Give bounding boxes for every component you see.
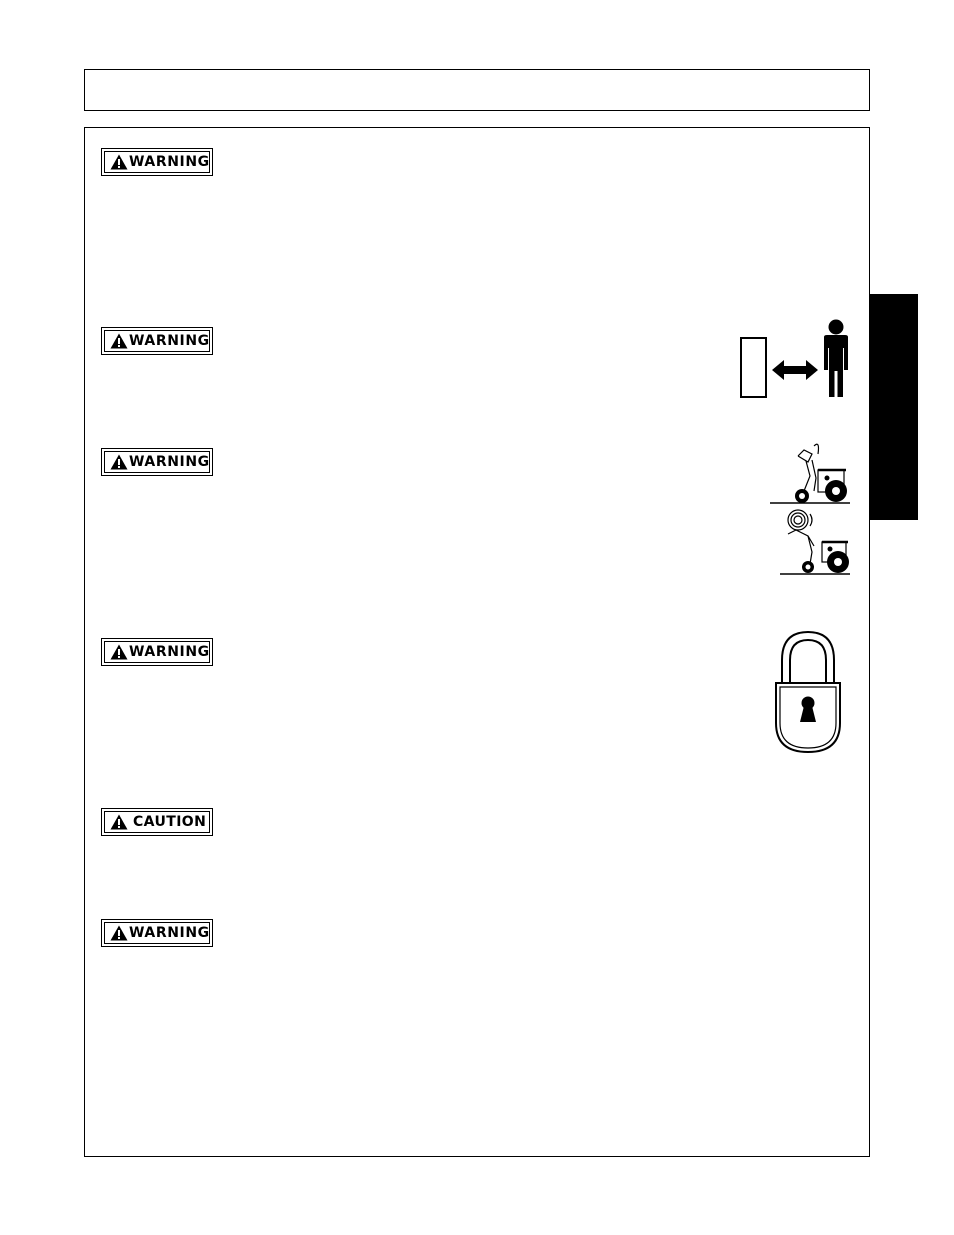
warning-signal-3 <box>101 448 213 476</box>
padlock-icon <box>772 628 844 756</box>
signal-word: WARNING <box>129 925 210 941</box>
warning-triangle-icon <box>110 154 128 170</box>
caution-triangle-icon <box>110 814 128 830</box>
signal-word: WARNING <box>129 154 210 170</box>
warning-signal-1 <box>101 148 213 176</box>
warning-signal-4 <box>101 638 213 666</box>
warning-signal-2 <box>101 327 213 355</box>
page-header-box <box>84 69 870 111</box>
warning-triangle-icon <box>110 454 128 470</box>
signal-word: WARNING <box>129 644 210 660</box>
caution-signal-1 <box>101 808 213 836</box>
signal-word: WARNING <box>129 333 210 349</box>
signal-word: WARNING <box>129 454 210 470</box>
section-side-tab <box>869 294 918 520</box>
warning-signal-5 <box>101 919 213 947</box>
warning-triangle-icon <box>110 925 128 941</box>
warning-triangle-icon <box>110 333 128 349</box>
tractor-loader-icon <box>768 436 854 578</box>
warning-triangle-icon <box>110 644 128 660</box>
signal-word: CAUTION <box>133 814 207 830</box>
keep-away-icon <box>738 318 858 400</box>
